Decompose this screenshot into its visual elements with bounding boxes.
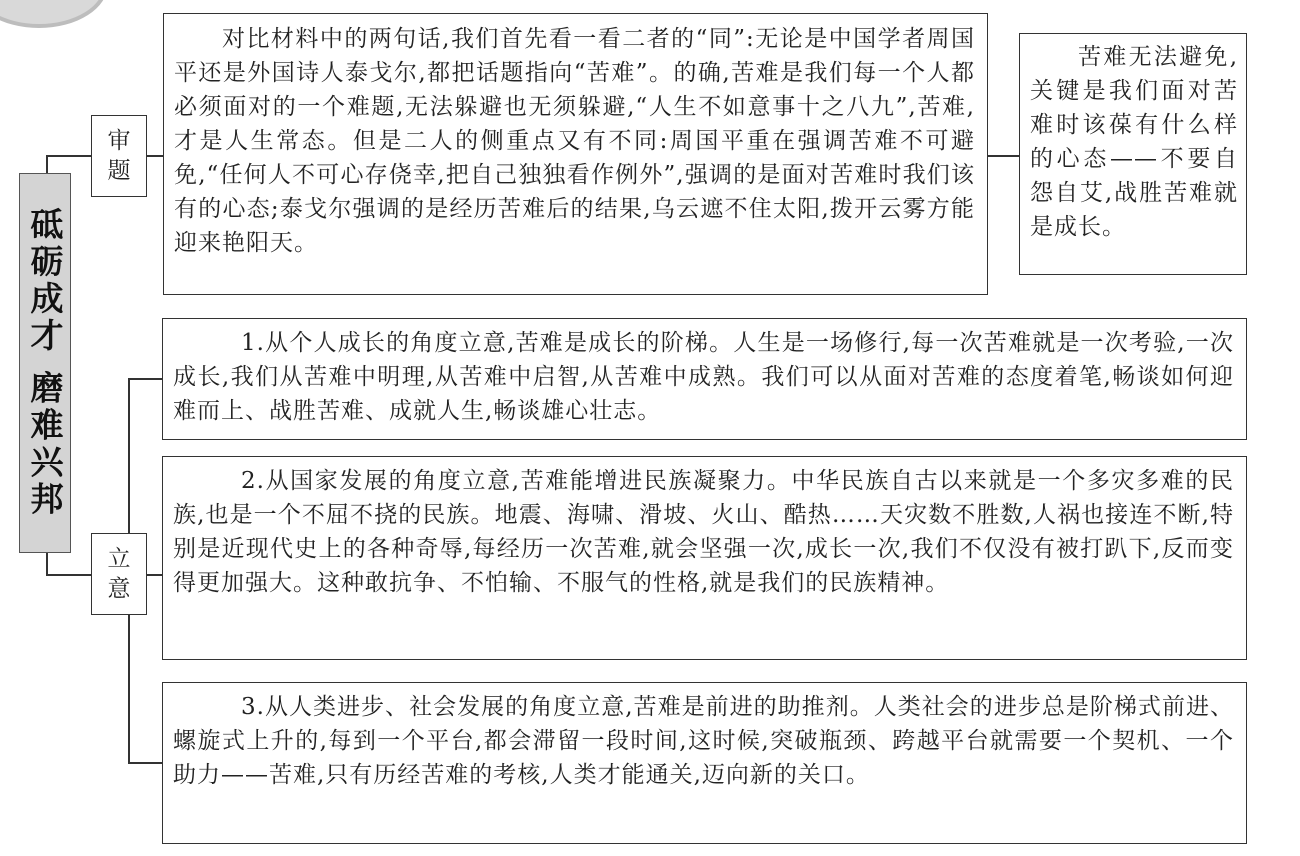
connector-shenti-analysis [147,155,164,157]
liyi-point-3-text: 3.从人类进步、社会发展的角度立意,苦难是前进的助推剂。人类社会的进步总是阶梯式前进、螺旋式上升的,每到一个平台,都会滞留一段时间,这时候,突破瓶颈、跨越平台就需要一个契机、一个助力——苦难,只有历经苦难的考核,人类才能通关,迈向新的关口。 [173,694,1234,788]
liyi-point-2-text: 2.从国家发展的角度立意,苦难能增进民族凝聚力。中华民族自古以来就是一个多灾多难的民族,也是一个不屈不挠的民族。地震、海啸、滑坡、火山、酷热……天灾数不胜数,人祸也接连不断,特别是近现代史上的各种奇辱,每经历一次苦难,就会坚强一次,成长一次,我们不仅没有被打趴下,反而变得更加强大。这种敢抗争、不怕输、不服气的性格,就是我们的民族精神。 [173,468,1234,596]
connector-to-liyi [46,574,91,576]
shenti-analysis-box [163,13,988,295]
shenti-conclusion-box [1019,33,1247,275]
decorative-corner-circle [0,0,108,28]
liyi-point-2-box [162,456,1247,660]
liyi-point-1-box [162,318,1247,440]
shenti-label-box [91,115,147,197]
connector-to-shenti [46,155,91,157]
shenti-analysis-text: 对比材料中的两句话,我们首先看一看二者的“同”:无论是中国学者周国平还是外国诗人泰戈尔,都把话题指向“苦难”。的确,苦难是我们每一个人都必须面对的一个难题,无法躲避也无须躲避,“人生不如意事十之八九”,苦难,才是人生常态。但是二人的侧重点又有不同:周国平重在强调苦难不可避免,“任何人不可心存侥幸,把自己独独看作例外”,强调的是面对苦难时我们该有的心态;泰戈尔强调的是经历苦难后的结果,乌云遮不住太阳,拨开云雾方能迎来艳阳天。 [174,26,975,256]
liyi-label: 立意 [107,546,131,602]
connector-analysis-conclusion [987,155,1020,157]
main-title: 砥砺成才 磨难兴邦 [25,207,65,519]
main-title-box [19,173,71,553]
shenti-conclusion-text: 苦难无法避免,关键是我们面对苦难时该葆有什么样的心态——不要自怨自艾,战胜苦难就是成长。 [1030,44,1238,240]
shenti-label: 审题 [107,128,131,184]
liyi-point-3-box [162,682,1247,844]
liyi-label-box [91,533,147,615]
liyi-point-1-text: 1.从个人成长的角度立意,苦难是成长的阶梯。人生是一场修行,每一次苦难就是一次考验,一次成长,我们从苦难中明理,从苦难中启智,从苦难中成熟。我们可以从面对苦难的态度着笔,畅谈如何迎难而上、战胜苦难、成就人生,畅谈雄心壮志。 [173,330,1234,424]
connector-point-1 [128,378,163,380]
connector-point-3 [128,762,163,764]
